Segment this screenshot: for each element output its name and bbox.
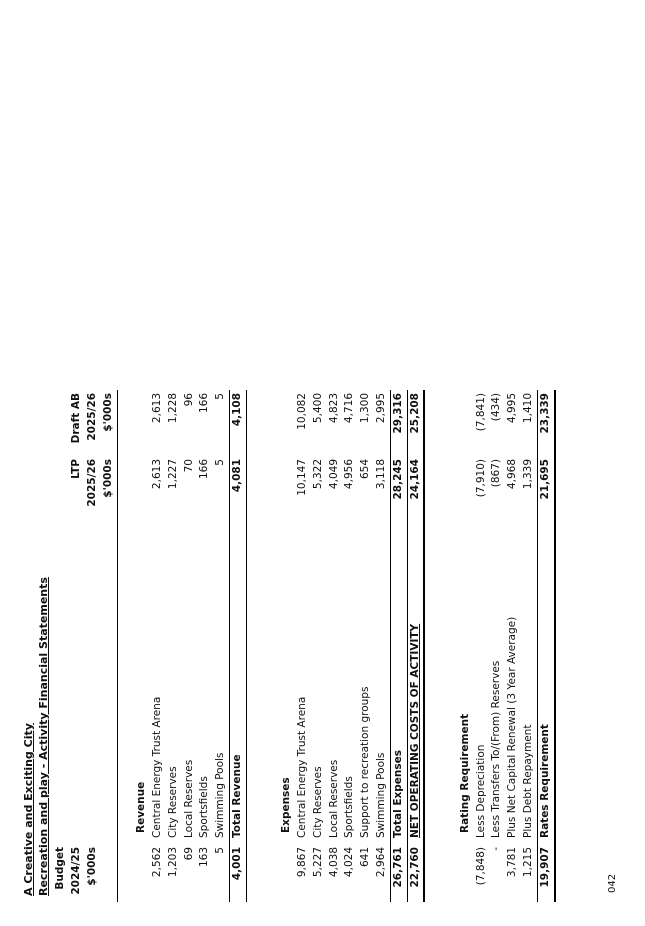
expense-row-col3: 5,322: [311, 459, 324, 490]
rating-row: [489, 390, 505, 902]
expense-row: [374, 390, 390, 902]
header-row-2-col3: LTP: [70, 459, 83, 479]
rates-requirement-row: [537, 390, 554, 902]
header-row-2-col1: 2024/25: [70, 847, 83, 895]
header-row-2-col2: [69, 526, 85, 841]
rating-heading: [457, 390, 473, 902]
total-revenue-row: [229, 390, 246, 902]
rating-heading-col2: Rating Requirement: [458, 713, 471, 833]
expense-row: [326, 390, 342, 902]
total-revenue-row-col2: Total Revenue: [229, 526, 246, 841]
expense-row-col1: 641: [359, 847, 372, 868]
spacer-row-col4: [263, 390, 279, 456]
rating-row-col4: 1,410: [521, 390, 537, 456]
revenue-row: [213, 390, 229, 902]
rating-heading-col1: [457, 841, 473, 902]
revenue-row-col4: 166: [198, 393, 211, 414]
rating-row-col1: 1,215: [521, 841, 537, 902]
revenue-row-col2: City Reserves: [166, 766, 179, 838]
revenue-row-col1: 69: [182, 847, 195, 861]
rating-row-col1: (7,848): [474, 847, 487, 886]
spacer-row-col3: [117, 456, 133, 526]
rating-row-col3: (867): [490, 459, 503, 488]
revenue-row-col3: 5: [214, 459, 227, 466]
expenses-heading-col3: [278, 456, 294, 526]
expense-row-col4: 2,995: [375, 393, 388, 424]
expense-row-col2: Sportsfields: [343, 776, 356, 838]
expense-row-col3: 3,118: [375, 459, 388, 490]
revenue-heading: [133, 390, 149, 902]
header-row-1: [53, 390, 69, 902]
rating-row-col4: (7,841): [474, 393, 487, 432]
spacer-row-col4: [424, 390, 441, 456]
expense-row-col3: 4,956: [343, 459, 356, 490]
spacer-row-col3: [441, 456, 457, 526]
expense-row-col4: 10,082: [295, 393, 308, 430]
revenue-row-col3: 1,227: [166, 459, 179, 490]
total-expenses-row-col1: 26,761: [390, 841, 407, 902]
spacer-row-col4: [441, 390, 457, 456]
expense-row-col1: 2,964: [375, 847, 388, 878]
expense-row-col2: Support to recreation groups: [359, 686, 372, 838]
revenue-row: [197, 390, 213, 902]
document-subtitle: Recreation and play - Activity Financial Statements: [37, 577, 50, 896]
net-operating-cost-row-col2: NET OPERATING COSTS OF ACTIVITY: [407, 526, 424, 841]
rates-requirement-row-col1: 19,907: [537, 841, 554, 902]
revenue-row: [181, 390, 197, 902]
document-title: A Creative and Exciting City: [22, 723, 35, 896]
revenue-row-col3: 166: [198, 459, 211, 480]
total-expenses-row-col3: 28,245: [390, 456, 407, 526]
spacer-row-col1: [424, 841, 441, 902]
expense-row: [294, 390, 310, 902]
expense-row-col1: 9,867: [295, 847, 308, 878]
rating-row: [521, 390, 537, 902]
revenue-row-col1: 5: [214, 847, 227, 854]
total-revenue-row-col3: 4,081: [229, 456, 246, 526]
header-row-1-col3: [53, 456, 69, 526]
rating-row-col3: (7,910): [474, 459, 487, 498]
expenses-heading: [278, 390, 294, 902]
revenue-row-col3: 2,613: [150, 459, 163, 490]
rating-heading-col3: [457, 456, 473, 526]
financial-statement-table: [53, 390, 556, 902]
total-expenses-row: [390, 390, 407, 902]
rating-row-col1: 3,781: [506, 847, 519, 878]
spacer-row-col3: [246, 456, 262, 526]
revenue-row: [149, 390, 165, 902]
spacer-row-col1: [263, 841, 279, 902]
expense-row: [358, 390, 374, 902]
expense-row-col4: 5,400: [311, 393, 324, 424]
rating-row-col2: Less Transfers To/(From) Reserves: [490, 660, 503, 838]
net-operating-cost-row-col4: 25,208: [407, 390, 424, 456]
spacer-row: [246, 390, 262, 902]
net-operating-cost-row-col3: 24,164: [407, 456, 424, 526]
spacer-row: [263, 390, 279, 902]
spacer-row-col1: [441, 841, 457, 902]
header-row-1-col4: [53, 390, 69, 456]
revenue-heading-col1: [133, 841, 149, 902]
revenue-row-col1: 1,203: [166, 847, 179, 878]
header-row-3-col2: [85, 526, 101, 841]
total-revenue-row-col1: 4,001: [229, 841, 246, 902]
revenue-heading-col2: Revenue: [134, 781, 147, 833]
expense-row-col2: Swimming Pools: [375, 752, 388, 838]
revenue-row-col4: 96: [182, 393, 195, 407]
revenue-row-col4: 1,228: [166, 393, 179, 424]
expense-row-col4: 4,716: [343, 393, 356, 424]
revenue-row-col2: Swimming Pools: [214, 752, 227, 838]
rating-row-col1: -: [490, 847, 503, 851]
revenue-row-col2: Central Energy Trust Arena: [150, 696, 163, 838]
expense-row: [342, 390, 358, 902]
header-row-1-col2: [53, 526, 69, 841]
spacer-row: [441, 390, 457, 902]
expense-row-col4: 1,300: [359, 393, 372, 424]
rates-requirement-row-col4: 23,339: [537, 390, 554, 456]
page-number: 042: [607, 873, 618, 893]
expense-row-col1: 4,038: [327, 847, 340, 878]
header-row-3: [85, 390, 101, 902]
total-expenses-row-col4: 29,316: [390, 390, 407, 456]
rating-row-col3: 1,339: [521, 456, 537, 526]
spacer-row-col2: [441, 526, 457, 841]
header-row-4-col4: $'000s: [101, 390, 117, 456]
rating-row-col4: (434): [490, 393, 503, 422]
net-operating-cost-row: [407, 390, 424, 902]
spacer-row: [424, 390, 441, 902]
expense-row-col3: 654: [359, 459, 372, 480]
expense-row-col1: 4,024: [343, 847, 356, 878]
revenue-row: [165, 390, 181, 902]
header-row-4-col3: $'000s: [101, 456, 117, 526]
revenue-heading-col4: [133, 390, 149, 456]
expense-row: [310, 390, 326, 902]
revenue-row-col4: 5: [214, 393, 227, 400]
expense-row-col2: Local Reserves: [327, 759, 340, 838]
header-row-3-col3: 2025/26: [86, 459, 99, 507]
revenue-row-col1: 163: [198, 847, 211, 868]
revenue-row-col1: 2,562: [150, 847, 163, 878]
revenue-row-col4: 2,613: [150, 393, 163, 424]
spacer-row-col3: [424, 456, 441, 526]
expense-row-col2: Central Energy Trust Arena: [295, 696, 308, 838]
rates-requirement-row-col3: 21,695: [537, 456, 554, 526]
header-row-4-col2: [101, 526, 117, 841]
header-row-4: [101, 390, 117, 902]
expense-row-col4: 4,823: [327, 393, 340, 424]
revenue-row-col3: 70: [182, 459, 195, 473]
spacer-row-col2: [424, 526, 441, 841]
rating-row: [473, 390, 489, 902]
expenses-heading-col4: [278, 390, 294, 456]
expenses-heading-col2: Expenses: [279, 777, 292, 833]
expenses-heading-col1: [278, 841, 294, 902]
rating-row: [505, 390, 521, 902]
spacer-row-col2: [263, 526, 279, 841]
net-operating-cost-row-col1: 22,760: [407, 841, 424, 902]
revenue-row-col2: Local Reserves: [182, 759, 195, 838]
total-revenue-row-col4: 4,108: [229, 390, 246, 456]
header-row-3-col1: $'000s: [86, 847, 99, 886]
rating-row-col2: Less Depreciation: [474, 744, 487, 838]
header-row-1-col1: Budget: [54, 847, 67, 890]
revenue-row-col2: Sportsfields: [198, 776, 211, 838]
expense-row-col2: City Reserves: [311, 766, 324, 838]
header-row-2: [69, 390, 85, 902]
spacer-row-col1: [246, 841, 262, 902]
spacer-row-col3: [263, 456, 279, 526]
expense-row-col3: 4,049: [327, 459, 340, 490]
total-expenses-row-col2: Total Expenses: [390, 526, 407, 841]
rating-row-col4: 4,995: [506, 393, 519, 424]
spacer-row-col2: [117, 526, 133, 841]
spacer-row-col4: [246, 390, 262, 456]
spacer-row-col1: [117, 841, 133, 902]
rating-row-col3: 4,968: [506, 459, 519, 490]
rating-row-col2: Plus Debt Repayment: [521, 526, 537, 841]
expense-row-col1: 5,227: [311, 847, 324, 878]
header-row-4-col1: [101, 841, 117, 902]
spacer-row: [117, 390, 133, 902]
header-row-2-col4: Draft AB: [70, 393, 83, 444]
expense-row-col3: 10,147: [295, 459, 308, 496]
spacer-row-col4: [117, 390, 133, 456]
revenue-heading-col3: [133, 456, 149, 526]
rating-heading-col4: [457, 390, 473, 456]
rating-row-col2: Plus Net Capital Renewal (3 Year Average): [506, 616, 519, 838]
header-row-3-col4: 2025/26: [86, 393, 99, 441]
rates-requirement-row-col2: Rates Requirement: [537, 526, 554, 841]
spacer-row-col2: [246, 526, 262, 841]
